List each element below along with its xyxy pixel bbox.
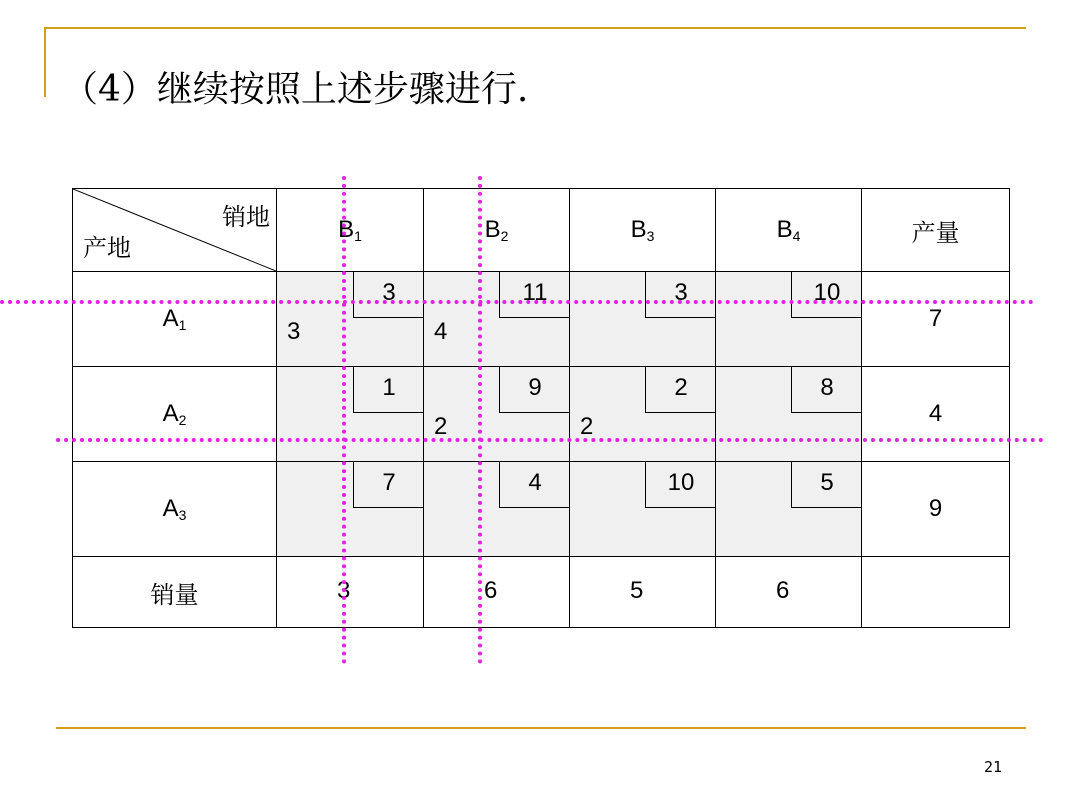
cell-a2-b4	[716, 367, 862, 462]
cost-box: 2	[645, 366, 716, 413]
top-rule	[44, 27, 1026, 29]
cell-a2-b2	[424, 367, 570, 462]
demand-b2: 6	[424, 557, 570, 628]
cost-box: 8	[791, 366, 862, 413]
cell-a1-b4	[716, 272, 862, 367]
allocation: 4	[434, 318, 448, 345]
demand-b1: 3	[277, 557, 424, 628]
supply-a1: 7	[862, 272, 1010, 367]
supply-a2: 4	[862, 367, 1010, 462]
supply-a3: 9	[862, 462, 1010, 557]
corner-label-origin: 产地	[83, 234, 131, 262]
row-header-a1: $A_1$	[73, 272, 277, 367]
cell-a1-b2	[424, 272, 570, 367]
cell-a3-b4	[716, 462, 862, 557]
col-header-b4: $B_4$	[716, 189, 862, 272]
crossout-line-a2	[56, 438, 1044, 442]
row-header-a2: $A_2$	[73, 367, 277, 462]
crossout-line-b2	[478, 176, 482, 664]
slide-title: （4）继续按照上述步骤进行.	[62, 69, 529, 110]
page-number: 21	[984, 758, 1003, 776]
col-header-b3: $B_3$	[570, 189, 716, 272]
cell-a1-b1	[277, 272, 424, 367]
demand-b3: 5	[570, 557, 716, 628]
demand-b4: 6	[716, 557, 862, 628]
demand-label: 销量	[73, 557, 277, 628]
cell-a3-b3	[570, 462, 716, 557]
allocation: 2	[580, 413, 594, 440]
cost-box: 7	[353, 461, 424, 508]
cell-a3-b2	[424, 462, 570, 557]
corner-cell	[73, 189, 277, 272]
cost-box: 3	[353, 271, 424, 318]
cell-a2-b3	[570, 367, 716, 462]
col-header-b1: $B_1$	[277, 189, 424, 272]
cost-box: 1	[353, 366, 424, 413]
cell-a2-b1	[277, 367, 424, 462]
left-rule	[44, 27, 46, 97]
allocation: 2	[434, 413, 448, 440]
cost-box: 3	[645, 271, 716, 318]
cost-box: 9	[499, 366, 570, 413]
cost-box: 11	[499, 271, 570, 318]
cell-a3-b1	[277, 462, 424, 557]
demand-empty-cell	[862, 557, 1010, 628]
cost-box: 4	[499, 461, 570, 508]
cost-box: 10	[645, 461, 716, 508]
cost-box: 10	[791, 271, 862, 318]
cost-box: 5	[791, 461, 862, 508]
supply-header: 产量	[862, 189, 1010, 272]
crossout-line-a1	[0, 300, 1034, 304]
crossout-line-b1	[342, 176, 346, 664]
transportation-table	[72, 188, 1010, 628]
allocation: 3	[287, 318, 301, 345]
cell-a1-b3	[570, 272, 716, 367]
row-header-a3: $A_3$	[73, 462, 277, 557]
col-header-b2: $B_2$	[424, 189, 570, 272]
bottom-rule	[56, 727, 1026, 729]
corner-label-destination: 销地	[222, 203, 270, 231]
